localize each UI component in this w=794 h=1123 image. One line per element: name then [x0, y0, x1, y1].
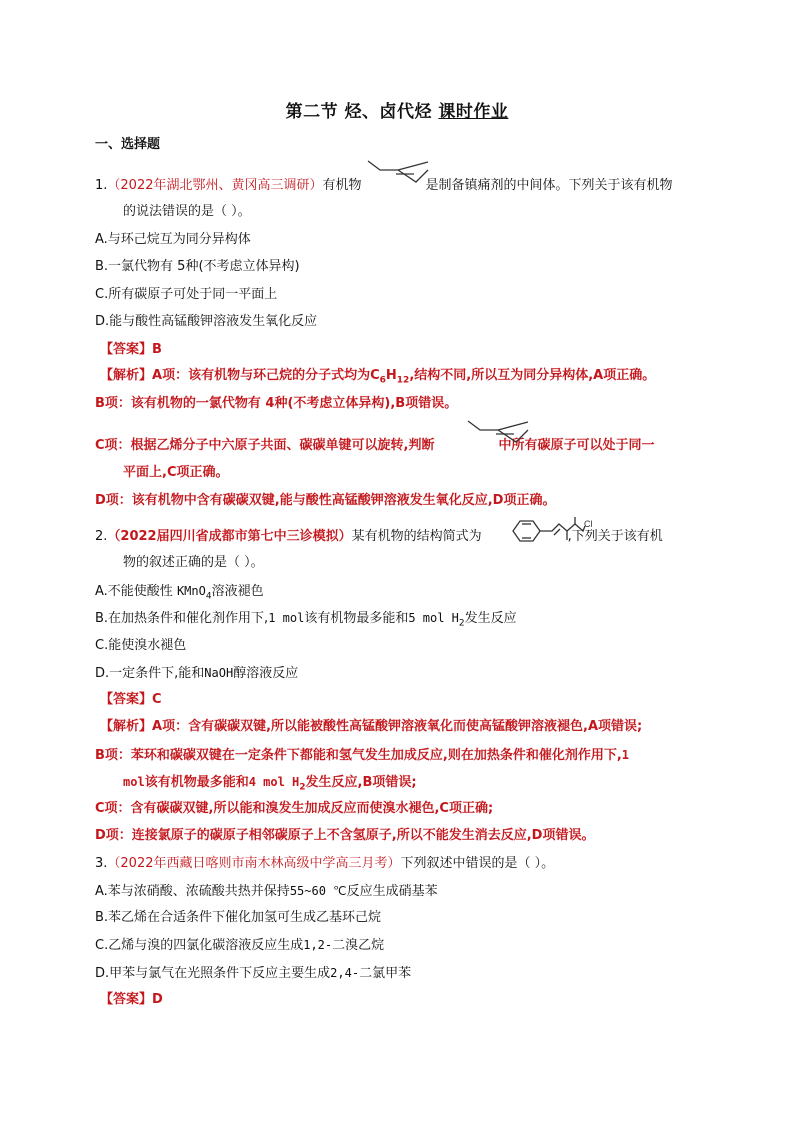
question-source: （2022届四川省成都市第七中三诊模拟）	[107, 529, 352, 544]
q1-analysis-line-3: C项：根据乙烯分子中六原子共面、碳碳单键可以旋转,判断 中所有碳原子可以处于同一	[95, 438, 655, 453]
question-2-stem: 2.（2022届四川省成都市第七中三诊模拟）某有机物的结构简式为 ,下列关于该有机	[95, 529, 663, 544]
molecule-q1-structure	[366, 158, 430, 194]
question-1-stem-cont: 的说法错误的是（ ）。	[123, 204, 251, 219]
q1-answer: 【答案】B	[100, 342, 162, 357]
q2-analysis-line-3: mol该有机物最多能和4 mol $H_2$发生反应,B项错误;	[123, 775, 417, 793]
q3-option-c: C.乙烯与溴的四氯化碳溶液反应生成1,2-二溴乙烷	[95, 938, 385, 953]
page-title: 第二节 烃、卤代烃 课时作业	[285, 102, 509, 122]
q1-analysis-line-1: 【解析】A项：该有机物与环己烷的分子式均为$C_6H_{12}$,结构不同,所以互为同分异构体,A项正确。	[100, 368, 656, 386]
section-heading: 一、选择题	[95, 137, 161, 152]
q2-option-d: D.一定条件下,能和NaOH醇溶液反应	[95, 666, 299, 681]
q1-option-a: A.与环己烷互为同分异构体	[95, 232, 251, 247]
molecule-q2-structure	[507, 514, 595, 548]
question-3-stem: 3.（2022年西藏日喀则市南木林高级中学高三月考）下列叙述中错误的是（ ）。	[95, 856, 555, 871]
question-2-stem-cont: 物的叙述正确的是（ ）。	[123, 555, 264, 570]
q3-option-a: A.苯与浓硝酸、浓硫酸共热并保持55~60 ℃反应生成硝基苯	[95, 884, 438, 899]
q1-option-c: C.所有碳原子可处于同一平面上	[95, 287, 278, 302]
title-underlined: 课时作业	[438, 102, 509, 122]
question-1-stem: 1.（2022年湖北鄂州、黄冈高三调研）有机物 是制备镇痛剂的中间体。下列关于该有机物	[95, 178, 673, 193]
q2-analysis-line-2: B项：苯环和碳碳双键在一定条件下都能和氢气发生加成反应,则在加热条件和催化剂作用下,1	[95, 748, 630, 763]
q2-analysis-line-5: D项：连接氯原子的碳原子相邻碳原子上不含氢原子,所以不能发生消去反应,D项错误。	[95, 828, 595, 843]
question-source: （2022年西藏日喀则市南木林高级中学高三月考）	[107, 856, 401, 871]
q1-analysis-line-4: 平面上,C项正确。	[123, 465, 229, 480]
q1-option-d: D.能与酸性高锰酸钾溶液发生氧化反应	[95, 314, 318, 329]
svg-text:Cl: Cl	[584, 519, 593, 529]
q2-option-c: C.能使溴水褪色	[95, 638, 187, 653]
q3-answer: 【答案】D	[100, 992, 163, 1007]
molecule-q1-analysis-structure	[466, 418, 530, 454]
q2-option-b: B.在加热条件和催化剂作用下,1 mol该有机物最多能和5 mol $H_2$发生反应	[95, 611, 517, 629]
q3-option-b: B.苯乙烯在合适条件下催化加氢可生成乙基环己烷	[95, 910, 382, 925]
q2-analysis-line-4: C项：含有碳碳双键,所以能和溴发生加成反应而使溴水褪色,C项正确;	[95, 801, 494, 816]
q1-analysis-line-5: D项：该有机物中含有碳碳双键,能与酸性高锰酸钾溶液发生氧化反应,D项正确。	[95, 493, 556, 508]
q1-option-b: B.一氯代物有 5种(不考虑立体异构)	[95, 259, 300, 274]
q2-option-a: A.不能使酸性 KMnO$_4$溶液褪色	[95, 584, 264, 602]
q2-answer: 【答案】C	[100, 692, 162, 707]
q3-option-d: D.甲苯与氯气在光照条件下反应主要生成2,4-二氯甲苯	[95, 966, 412, 981]
question-source: （2022年湖北鄂州、黄冈高三调研）	[107, 178, 323, 193]
q2-analysis-line-1: 【解析】A项：含有碳碳双键,所以能被酸性高锰酸钾溶液氧化而使高锰酸钾溶液褪色,A项错误;	[100, 719, 643, 734]
q1-analysis-line-2: B项：该有机物的一氯代物有 4种(不考虑立体异构),B项错误。	[95, 396, 458, 411]
